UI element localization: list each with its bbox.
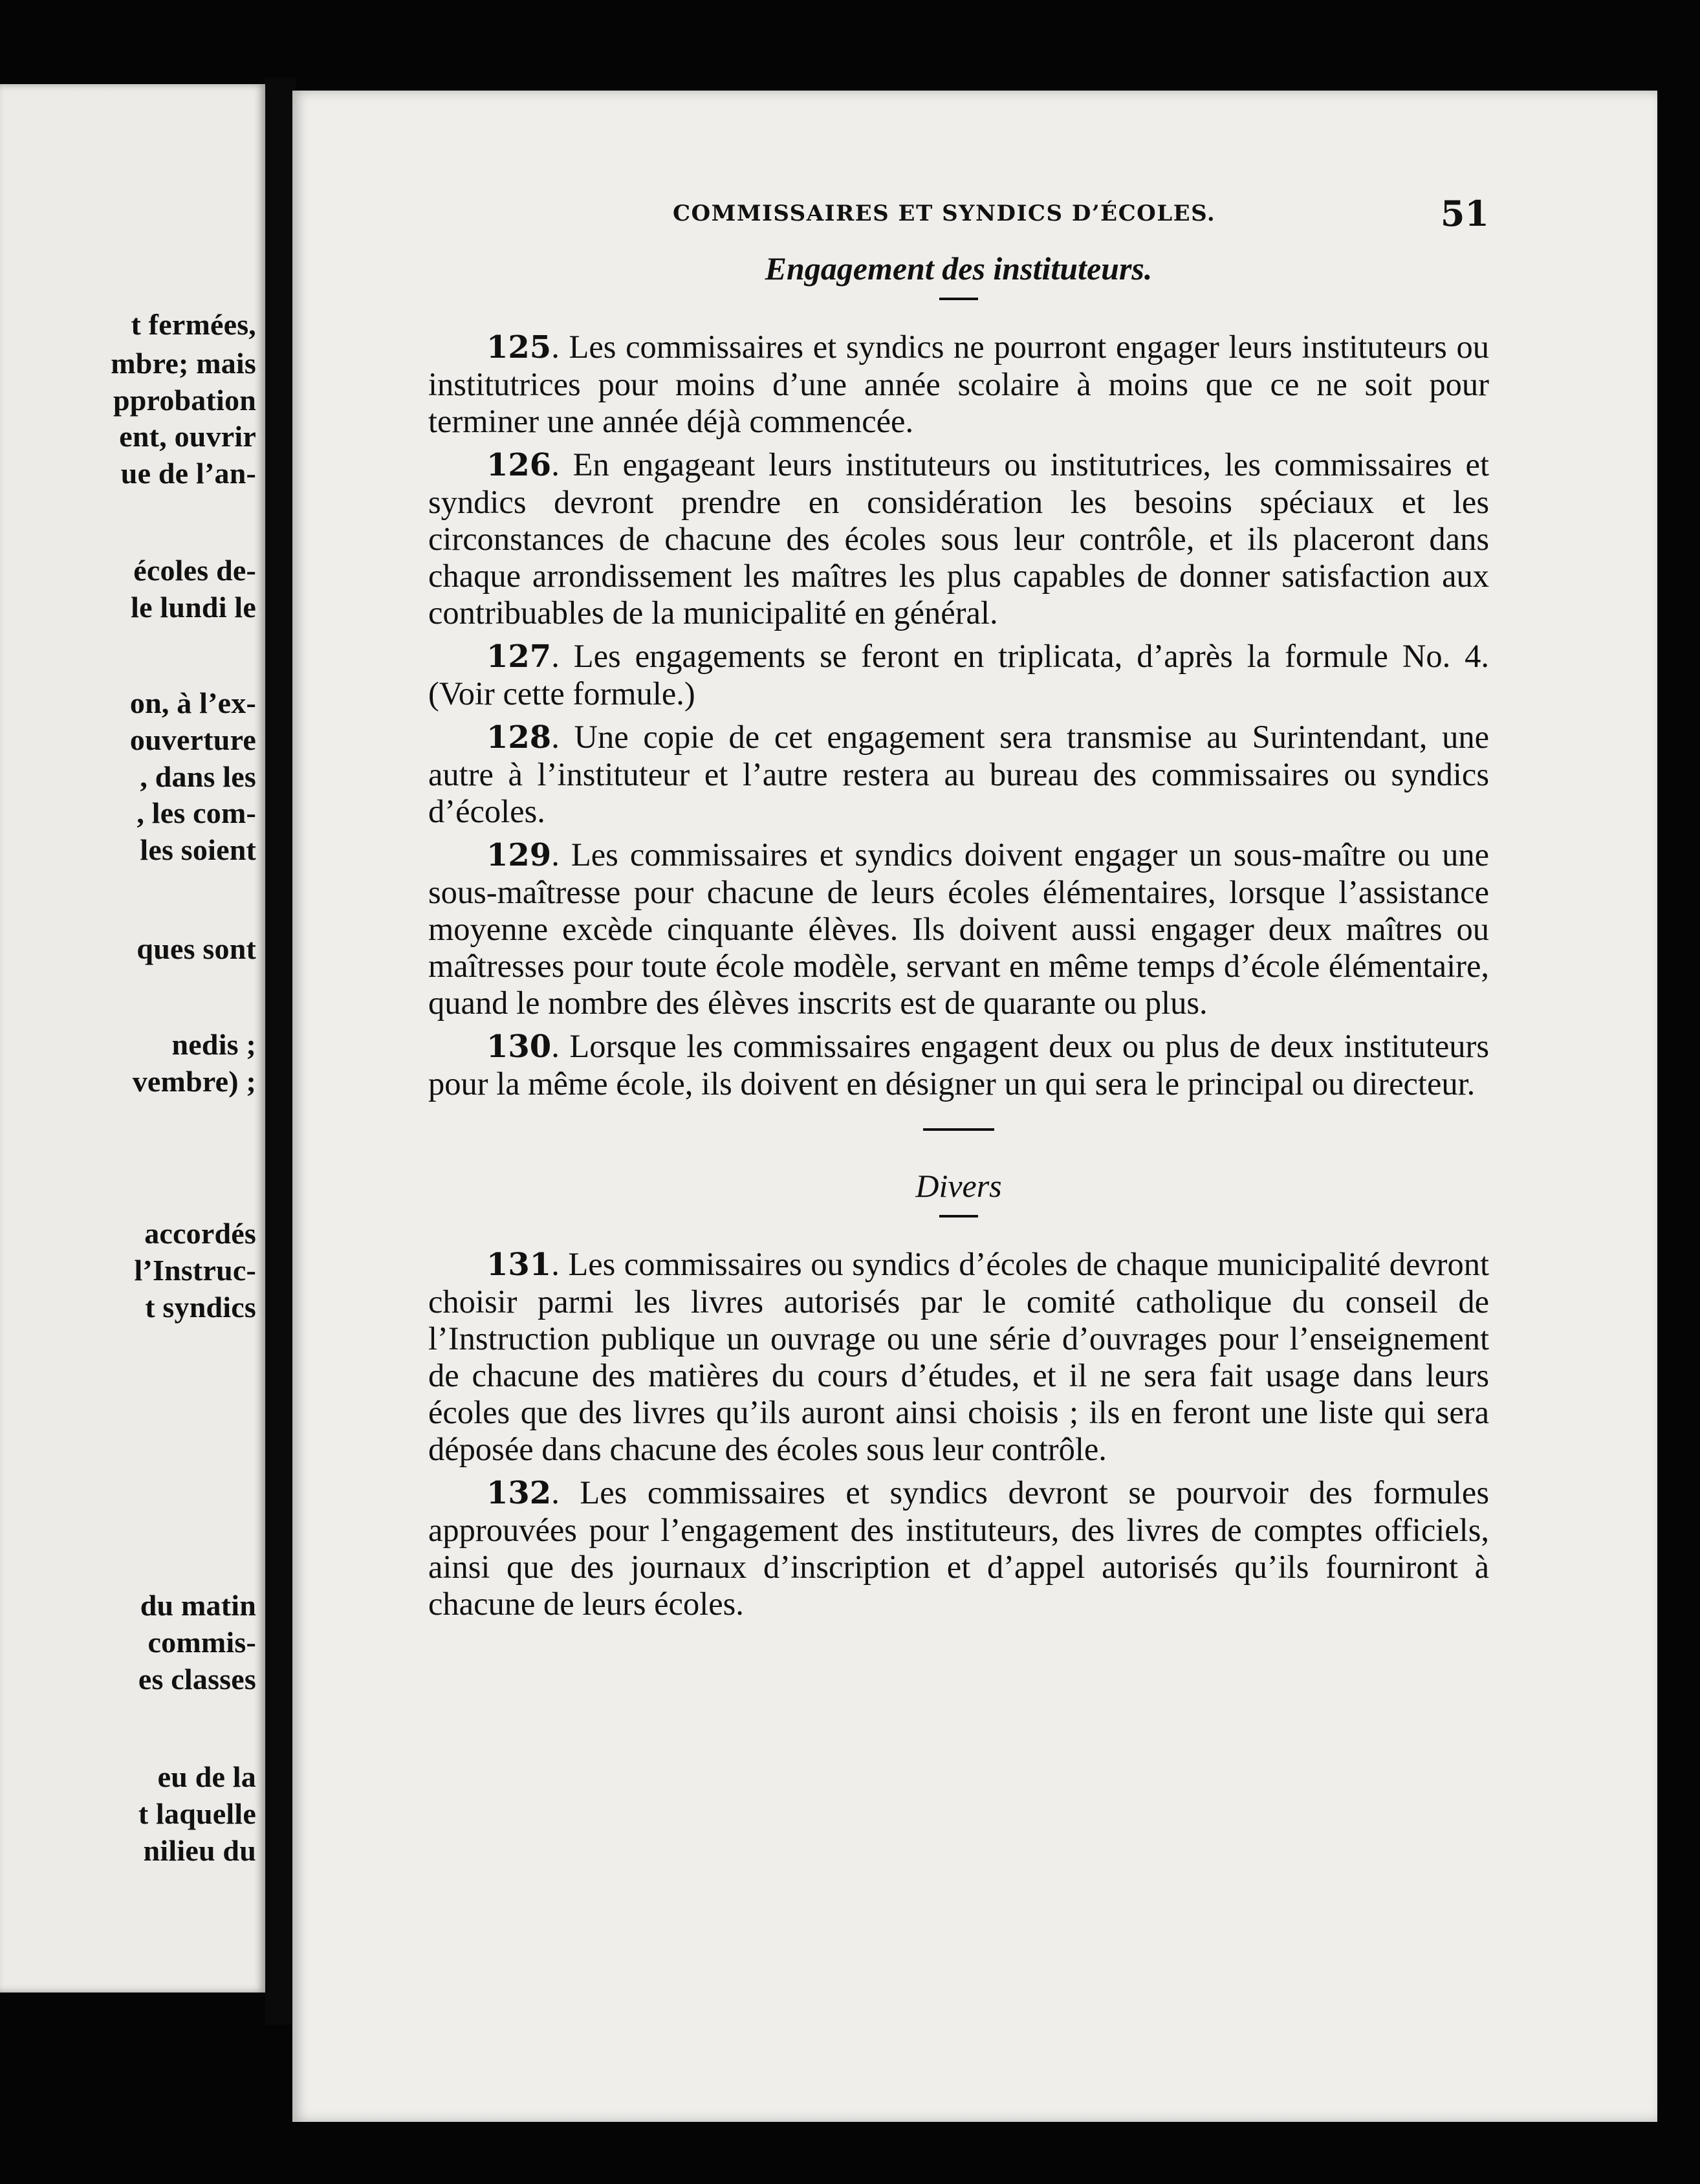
running-title: COMMISSAIRES ET SYNDICS D’ÉCOLES. [673, 201, 1216, 226]
article-number: 128 [486, 719, 552, 756]
left-page-line: le lundi le [131, 591, 256, 624]
article-text: Les commissaires ou syndics d’écoles de chaque municipalité devront choisir parmi les livres autorisés par le comité catholique du conseil de l’Instruction publique un ouvrage ou une série d’ouvrages pour l’enseignement de chacune des matières du cours d’études, et il ne sera fait usage dans leurs écoles que des livres qu’ils auront ainsi choisis ; ils en feront une liste qui sera déposée dans chacune des écoles sous leur contrôle. [428, 1246, 1489, 1467]
article-text: Une copie de cet engagement sera transmise au Surintendant, une autre à l’instituteur et l’autre restera au bureau des commissaires ou syndics d’écoles. [428, 719, 1490, 829]
left-page-line: ques sont [136, 932, 256, 965]
left-page-line: , les com- [136, 796, 256, 829]
left-page [0, 84, 265, 1993]
article-130: 130. Lorsque les commissaires engagent deux ou plus de deux instituteurs pour la même école, ils doivent en désigner un qui sera le principal ou directeur. [428, 1028, 1489, 1102]
section-divers-articles [428, 1246, 1489, 1622]
left-page-line: ouverture [129, 723, 256, 756]
left-page-line: accordés [144, 1217, 256, 1250]
left-page-line: l’Instruc- [134, 1254, 256, 1287]
left-page-line: es classes [138, 1663, 256, 1696]
running-header [428, 193, 1489, 246]
left-page-line: du matin [140, 1589, 256, 1622]
left-page-line: eu de la [157, 1760, 256, 1793]
article-128: 128. Une copie de cet engagement sera transmise au Surintendant, une autre à l’instituteur et l’autre restera au bureau des commissaires ou syndics d’écoles. [428, 719, 1490, 829]
article-132: 132. Les commissaires et syndics devront se pourvoir des formules approuvées pour l’engagement des instituteurs, des livres de comptes officiels, ainsi que des journaux d’inscription et d’appel autorisés qu’ils fourniront à chacune de leurs écoles. [428, 1474, 1489, 1622]
page-content [428, 193, 1490, 1629]
left-page-line: ent, ouvrir [119, 420, 256, 453]
left-page-line: pprobation [113, 384, 256, 417]
article-125: 125. Les commissaires et syndics ne pourront engager leurs instituteurs ou institutrices pour moins d’une année scolaire à moins que ce ne soit pour terminer une année déjà commencée. [428, 329, 1490, 439]
left-page-line: , dans les [140, 760, 256, 793]
article-126: 126. En engageant leurs instituteurs ou institutrices, les commissaires et syndics devront prendre en considération les besoins spéciaux et les circonstances de chacune des écoles sous leur contrôle, et ils placeront dans chaque arrondissement les maîtres les plus capables de donner satisfaction aux contribuables de la municipalité en général. [428, 446, 1489, 631]
article-number: 127 [486, 639, 552, 675]
article-number: 130 [486, 1029, 552, 1065]
article-number: 125 [486, 329, 552, 366]
left-page-line: nedis ; [171, 1028, 256, 1061]
left-page-line: les soient [140, 833, 256, 866]
right-page [292, 91, 1657, 2122]
divider-rule [923, 1128, 994, 1131]
article-text: Lorsque les commissaires engagent deux ou plus de deux instituteurs pour la même école, ils doivent en désigner un qui sera le principal ou directeur. [428, 1028, 1489, 1102]
left-page-line: t laquelle [138, 1797, 256, 1830]
section-title-divers: Divers [915, 1168, 1002, 1204]
left-page-line: on, à l’ex- [129, 686, 256, 719]
article-text: Les commissaires et syndics doivent engager un sous-maître ou une sous-maîtresse pour chacune de leurs écoles élémentaires, lorsque l’assistance moyenne excède cinquante élèves. Ils doivent aussi engager deux maîtres ou maîtresses pour toute école modèle, servant en même temps d’école élémentaire, quand le nombre des élèves inscrits est de quarante ou plus. [428, 836, 1489, 1021]
left-page-line: t syndics [145, 1291, 256, 1324]
article-131: 131. Les commissaires ou syndics d’écoles de chaque municipalité devront choisir parmi les livres autorisés par le comité catholique du conseil de l’Instruction publique un ouvrage ou une série d’ouvrages pour l’enseignement de chacune des matières du cours d’études, et il ne sera fait usage dans leurs écoles que des livres qu’ils auront ainsi choisis ; ils en feront une liste qui sera déposée dans chacune des écoles sous leur contrôle. [428, 1246, 1489, 1467]
left-page-line: t fermées, [131, 308, 256, 341]
article-number: 132 [486, 1475, 552, 1511]
article-127: 127. Les engagements se feront en triplicata, d’après la formule No. 4. (Voir cette formule.) [428, 638, 1489, 712]
article-text: En engageant leurs instituteurs ou institutrices, les commissaires et syndics devront prendre en considération les besoins spéciaux et les circonstances de chacune des écoles sous leur contrôle, et ils placeront dans chaque arrondissement les maîtres les plus capables de donner satisfaction aux contribuables de la municipalité en général. [428, 446, 1489, 631]
section-title-engagement: Engagement des instituteurs. [765, 250, 1153, 287]
article-text: Les commissaires et syndics devront se pourvoir des formules approuvées pour l’engagement des instituteurs, des livres de comptes officiels, ainsi que des journaux d’inscription et d’appel autorisés qu’ils fourniront à chacune de leurs écoles. [428, 1474, 1489, 1622]
article-text: Les commissaires et syndics ne pourront engager leurs instituteurs ou institutrices pour moins d’une année scolaire à moins que ce ne soit pour terminer une année déjà commencée. [428, 329, 1490, 439]
left-page-line: mbre; mais [111, 347, 256, 380]
article-number: 126 [486, 447, 552, 483]
article-text: Les engagements se feront en triplicata, d’après la formule No. 4. (Voir cette formule.) [428, 638, 1489, 712]
left-page-line: vembre) ; [132, 1065, 256, 1098]
page-number: 51 [1440, 193, 1489, 234]
article-number: 131 [486, 1247, 552, 1283]
left-page-line: ue de l’an- [120, 457, 256, 490]
section-engagement-articles [428, 329, 1489, 1102]
divider-rule [939, 298, 978, 300]
article-number: 129 [486, 837, 552, 873]
divider-rule [939, 1215, 978, 1218]
left-page-line: commis- [147, 1626, 256, 1659]
left-page-line: écoles de- [133, 554, 256, 587]
left-page-line: nilieu du [143, 1834, 256, 1867]
book-gutter [265, 78, 296, 2025]
article-129: 129. Les commissaires et syndics doivent engager un sous-maître ou une sous-maîtresse pour chacune de leurs écoles élémentaires, lorsque l’assistance moyenne excède cinquante élèves. Ils doivent aussi engager deux maîtres ou maîtresses pour toute école modèle, servant en même temps d’école élémentaire, quand le nombre des élèves inscrits est de quarante ou plus. [428, 836, 1489, 1021]
